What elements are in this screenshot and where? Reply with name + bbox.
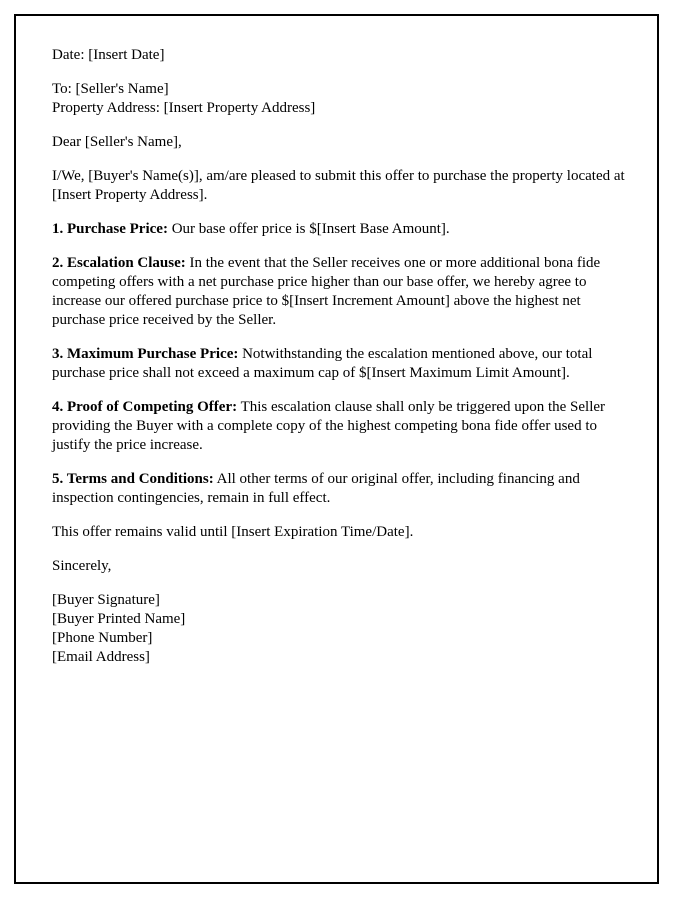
clause-purchase-price: [52, 220, 627, 239]
clause-label: 2. Escalation Clause:: [52, 255, 186, 271]
clause-text: In the event that the Seller receives one or more additional bona fide competing offers with a net purchase price higher than our base offer, we hereby agree to increase our offered purchase price to $[Insert Increment Amount] above the highest net purchase price received by the Seller.: [52, 255, 601, 328]
clause-label: 3. Maximum Purchase Price:: [52, 346, 239, 362]
salutation: Dear [Seller's Name],: [52, 134, 182, 150]
clause-terms-conditions: [52, 470, 627, 508]
email-line: [Email Address]: [52, 649, 150, 665]
clause-label: 5. Terms and Conditions:: [52, 471, 214, 487]
clause-escalation: [52, 254, 627, 330]
clause-text: All other terms of our original offer, including financing and inspection contingencies, remain in full effect.: [52, 471, 580, 506]
recipient-block: [52, 80, 627, 118]
clause-maximum-price: [52, 345, 627, 383]
clause-text: This escalation clause shall only be triggered upon the Seller providing the Buyer with a complete copy of the highest competing bona fide offer used to justify the price increase.: [52, 399, 606, 453]
signature-line: [Buyer Signature]: [52, 592, 160, 608]
clause-label: 1. Purchase Price:: [52, 221, 168, 237]
printed-name-line: [Buyer Printed Name]: [52, 611, 186, 627]
signature-block: [52, 591, 627, 667]
intro-paragraph: I/We, [Buyer's Name(s)], am/are pleased to submit this offer to purchase the property located at [Insert Property Address].: [52, 168, 625, 203]
property-address-line: Property Address: [Insert Property Address]: [52, 100, 316, 116]
clause-text: Notwithstanding the escalation mentioned above, our total purchase price shall not exceed a maximum cap of $[Insert Maximum Limit Amount].: [52, 346, 593, 381]
closing-line: Sincerely,: [52, 558, 112, 574]
phone-line: [Phone Number]: [52, 630, 153, 646]
validity-line: This offer remains valid until [Insert Expiration Time/Date].: [52, 524, 414, 540]
date-line: Date: [Insert Date]: [52, 47, 165, 63]
letter-page: [14, 14, 659, 884]
clause-label: 4. Proof of Competing Offer:: [52, 399, 238, 415]
clause-text: Our base offer price is $[Insert Base Amount].: [167, 221, 450, 237]
to-line: To: [Seller's Name]: [52, 81, 169, 97]
clause-proof-of-offer: [52, 398, 627, 455]
